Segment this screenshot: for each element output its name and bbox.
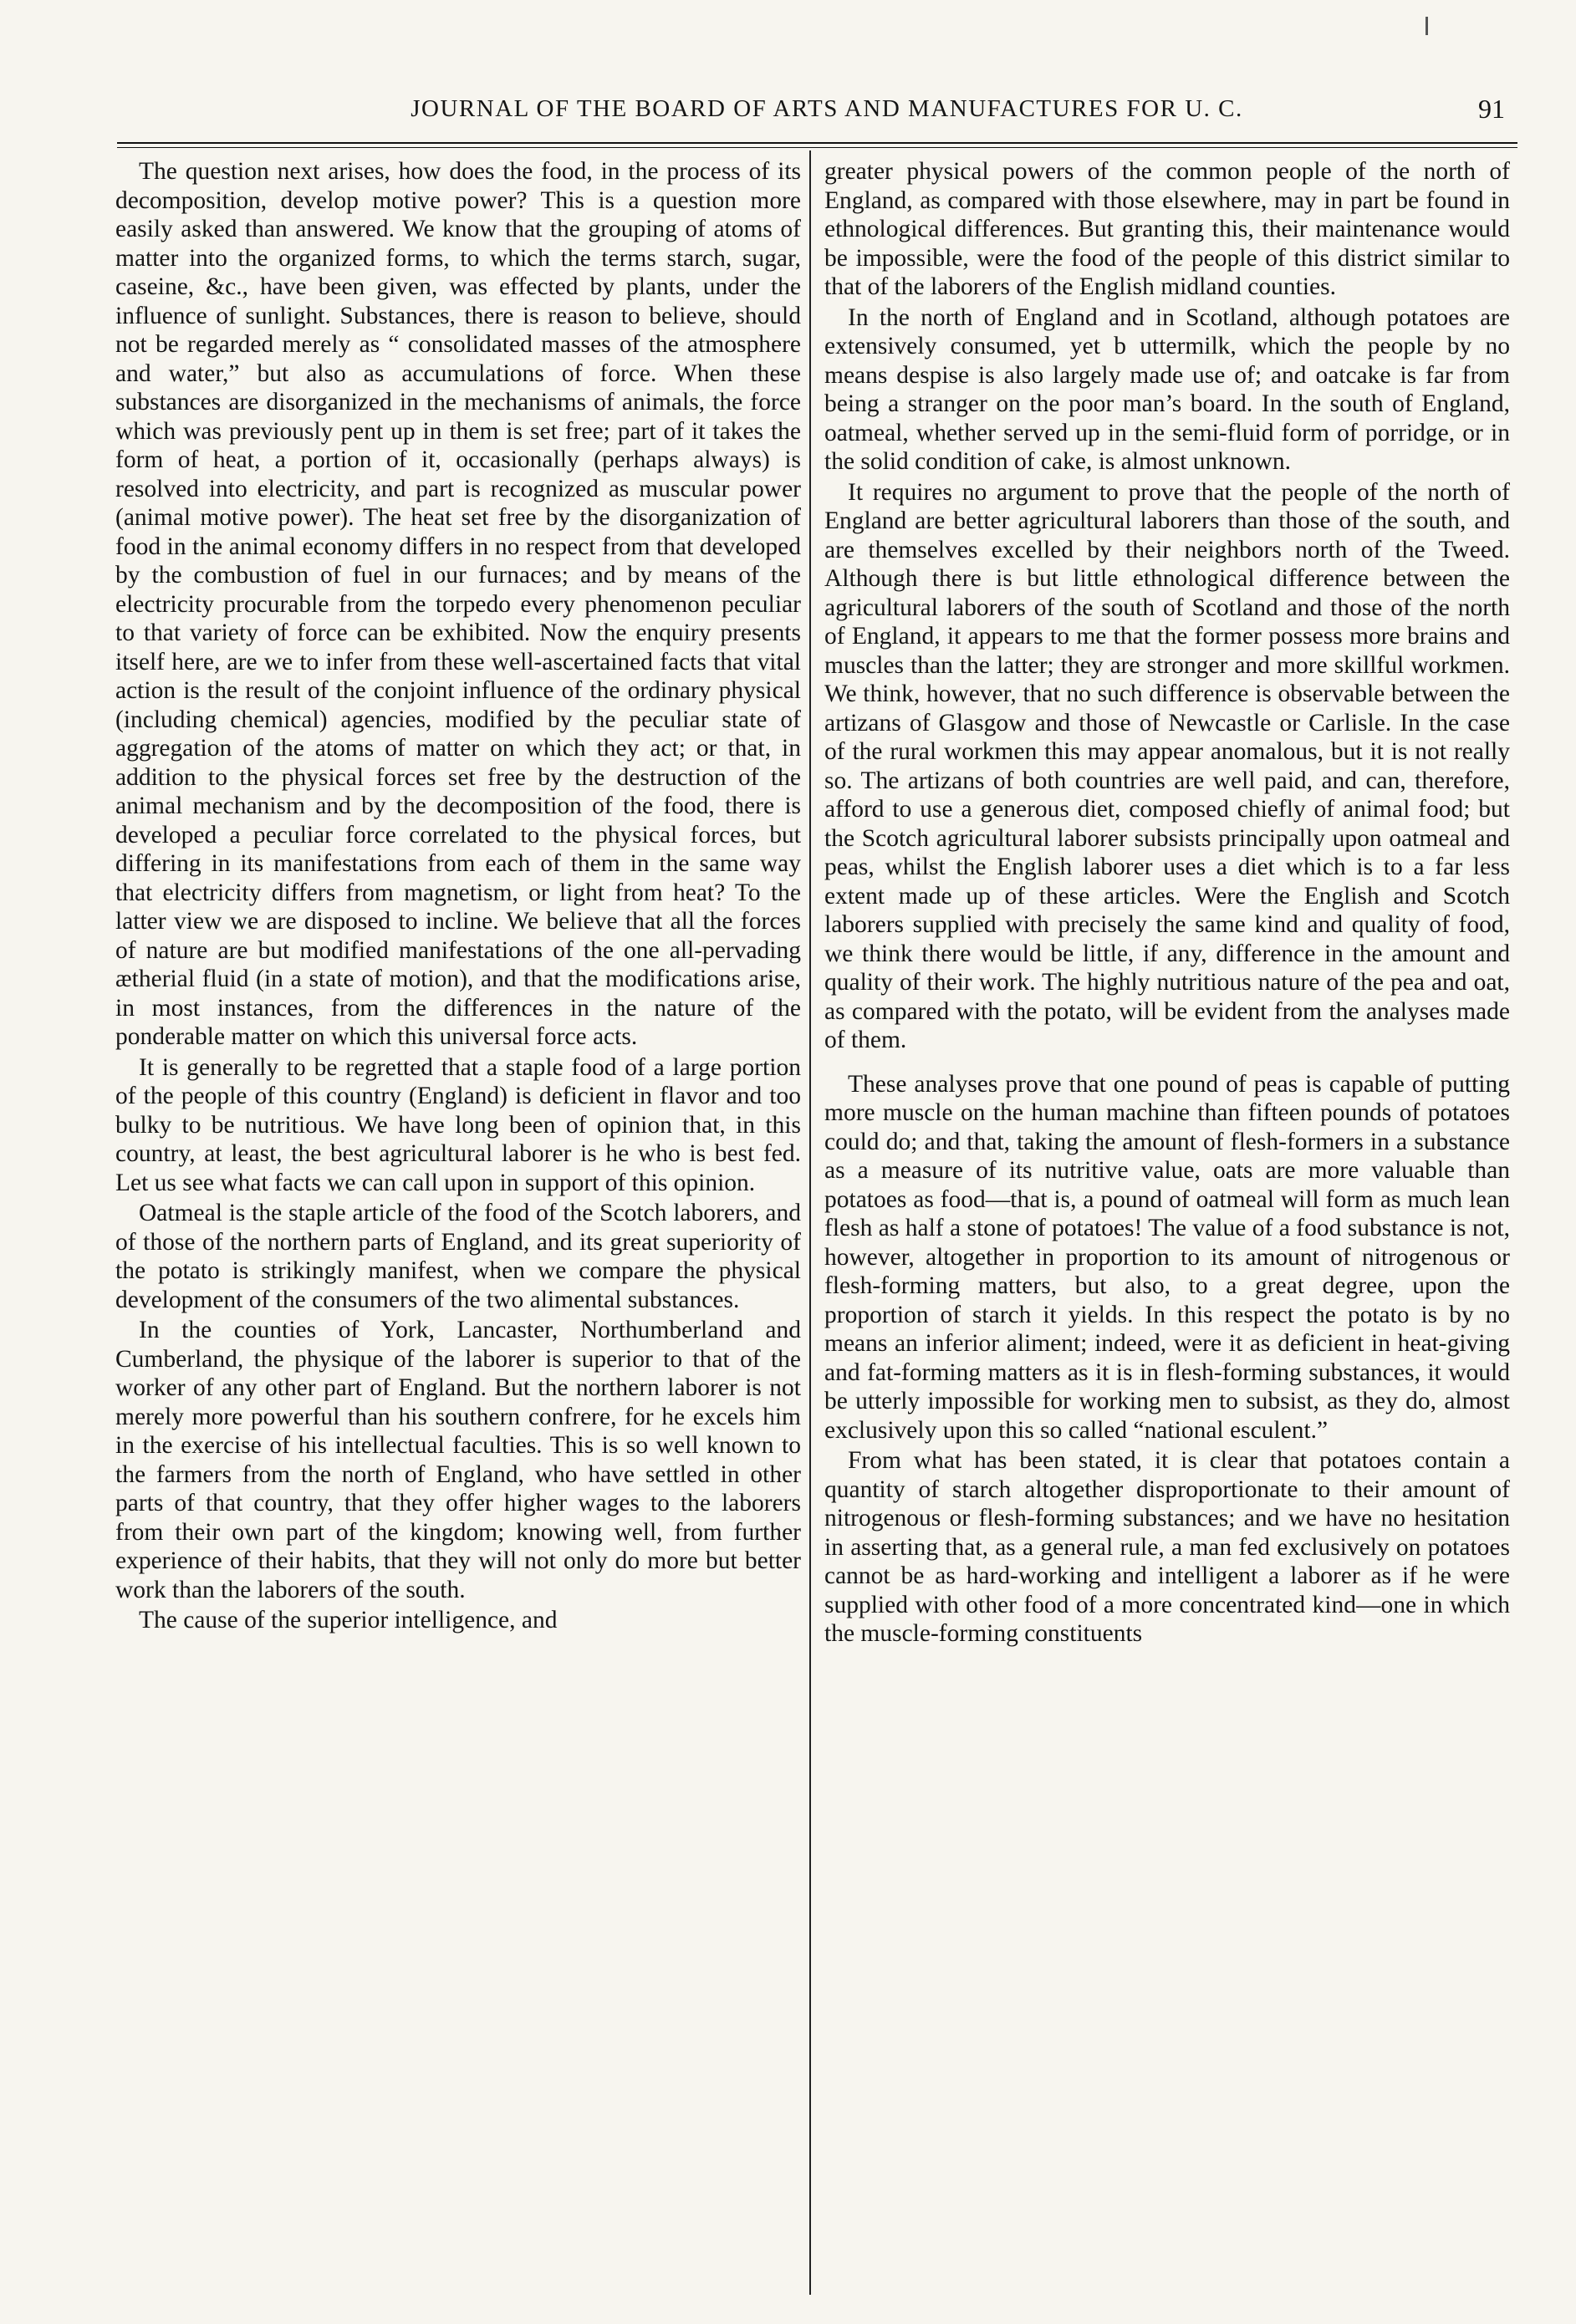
paragraph: These analyses prove that one pound of peas is capable of putting more muscle on the human machine than fifteen pounds of potatoes could do; and that, taking the amount of flesh-formers in a substance as a measure of its nutritive value, oats are more valuable than potatoes as food—that is, a pound of oatmeal will form as much lean flesh as half a stone of potatoes! The value of a food substance is not, however, altogether in proportion to its amount of nitrogenous or flesh-forming matters, but also, to a great degree, upon the proportion of starch it yields. In this respect the potato is by no means an inferior aliment; indeed, were it as deficient in heat-giving and fat-forming matters as it is in flesh-forming substances, it would be utterly impossible for working men to subsist, as they do, almost exclusively upon this so called “national esculent.” [824, 1070, 1510, 1444]
header-rule [117, 142, 1517, 148]
paragraph: The question next arises, how does the food, in the process of its decomposition, develop motive power? This is a question more easily asked than answered. We know that the grouping of atoms of matter into the organized forms, to which the terms starch, sugar, caseine, &c., have been given, was effected by plants, under the influence of sunlight. Substances, there is reason to believe, should not be regarded merely as “ consolidated masses of the atmosphere and water,” but also as accumulations of force. When these substances are disorganized in the mechanisms of animals, the force which was previously pent up in them is set free; part of it takes the form of heat, a portion of it, occasionally (perhaps always) is resolved into electricity, and part is recognized as muscular power (animal motive power). The heat set free by the disorganization of food in the animal economy differs in no respect from that developed by the combustion of fuel in our furnaces; and by means of the electricity procurable from the torpedo every phenomenon peculiar to that variety of force can be exhibited. Now the enquiry presents itself here, are we to infer from these well-ascertained facts that vital action is the result of the conjoint influence of the ordinary physical (including chemical) agencies, modified by the peculiar state of aggregation of the atoms of matter on which they act; or that, in addition to the physical forces set free by the destruction of the animal mechanism and by the decomposition of the food, there is developed a peculiar force correlated to the physical forces, but differing in its manifestations from each of them in the same way that electricity differs from magnetism, or light from heat? To the latter view we are disposed to incline. We believe that all the forces of nature are but modified manifestations of the one all-pervading ætherial fluid (in a state of motion), and that the modifications arise, in most instances, from the differences in the nature of the ponderable matter on which this universal force acts. [115, 158, 801, 1050]
scan-mark [1426, 17, 1428, 35]
page-header [125, 84, 1505, 134]
right-column [824, 157, 1510, 2297]
paragraph: It requires no argument to prove that the people of the north of England are better agricultural laborers than those of the south, and are themselves excelled by their neighbors north of the Tweed. Although there is but little ethnological difference between the agricultural laborers of the south of Scotland and those of the north of England, it appears to me that the former possess more brains and muscles than the latter; they are stronger and more skillful workmen. We think, however, that no such difference is observable between the artizans of Glasgow and those of Newcastle or Carlisle. In the case of the rural workmen this may appear anomalous, but it is not really so. The artizans of both countries are well paid, and can, therefore, afford to use a generous diet, composed chiefly of animal food; but the Scotch agricultural laborer subsists principally upon oatmeal and peas, whilst the English laborer uses a diet which is to a far less extent made up of these articles. Were the English and Scotch laborers supplied with precisely the same kind and quality of food, we think there would be little, if any, difference in the amount and quality of their work. The highly nutritious nature of the pea and oat, as compared with the potato, will be evident from the analyses made of them. [824, 478, 1510, 1053]
paragraph: In the counties of York, Lancaster, Northumberland and Cumberland, the physique of the laborer is superior to that of the worker of any other part of England. But the northern laborer is not merely more powerful than his southern confrere, for he excels him in the exercise of his intellectual faculties. This is so well known to the farmers from the north of England, who have settled in other parts of that country, that they offer higher wages to the laborers from their own part of the kingdom; knowing well, from further experience of their habits, that they will not only do more but better work than the laborers of the south. [115, 1317, 801, 1603]
paragraph: It is generally to be regretted that a staple food of a large portion of the people of this country (England) is deficient in flavor and too bulky to be nutritious. We have long been of opinion that, in this country, at least, the best agricultural laborer is he who is best fed. Let us see what facts we can call upon in support of this opinion. [115, 1053, 801, 1196]
paragraph: From what has been stated, it is clear that potatoes contain a quantity of starch altogether disproportionate to their amount of nitrogenous or flesh-forming substances; and we have no hesitation in asserting that, as a general rule, a man fed exclusively on potatoes cannot be as hard-working and intelligent a laborer as if he were supplied with other food of a more concentrated kind—one in which the muscle-forming constituents [824, 1447, 1510, 1647]
running-title: JOURNAL OF THE BOARD OF ARTS AND MANUFACTURES FOR U. C. [411, 94, 1243, 122]
paragraph: The cause of the superior intelligence, and [139, 1607, 558, 1633]
paragraph: Oatmeal is the staple article of the food of the Scotch laborers, and of those of the northern parts of England, and its great superiority of the potato is strikingly manifest, when we compare the physical development of the consumers of the two alimental substances. [115, 1200, 801, 1313]
paragraph: greater physical powers of the common people of the north of England, as compared with those elsewhere, may in part be found in ethnological differences. But granting this, their maintenance would be impossible, were the food of the people of this district similar to that of the laborers of the English midland counties. [824, 158, 1510, 300]
left-column [115, 157, 801, 2297]
paragraph: In the north of England and in Scotland, although potatoes are extensively consumed, yet b uttermilk, which the people by no means despise is also largely made use of; and oatcake is far from being a stranger on the poor man’s board. In the south of England, oatmeal, whether served up in the semi-fluid form of porridge, or in the solid condition of cake, is almost unknown. [824, 303, 1510, 475]
page-number: 91 [1478, 93, 1505, 124]
column-divider [809, 150, 811, 2295]
